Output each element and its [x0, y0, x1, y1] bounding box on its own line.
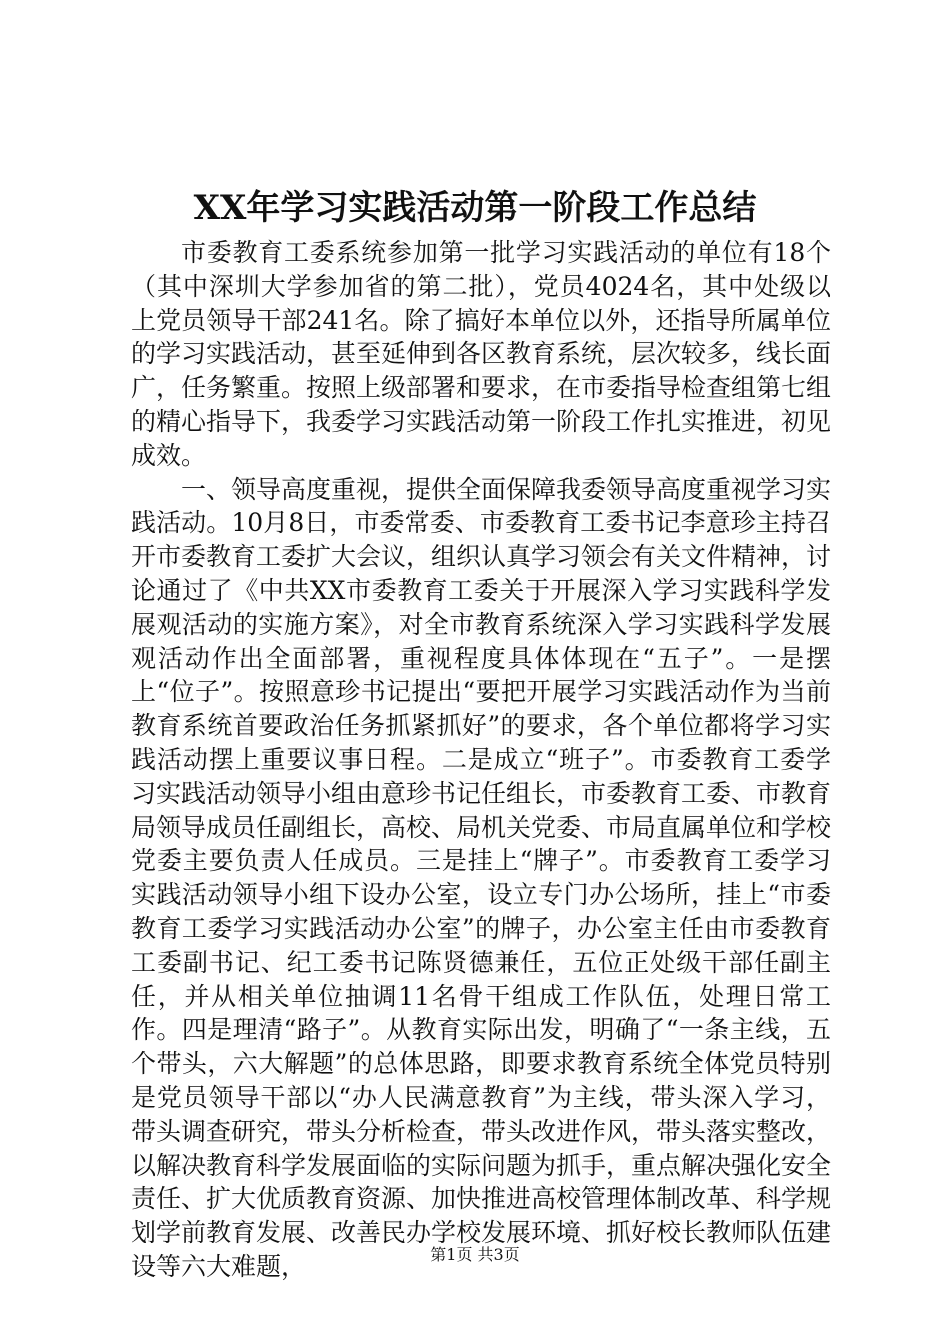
page-footer: 第1页 共3页: [430, 1245, 520, 1264]
document-body: [131, 236, 831, 1284]
paragraph-section-one: 一、领导高度重视，提供全面保障我委领导高度重视学习实践活动。10月8日，市委常委、市委教育工委书记李意珍主持召开市委教育工委扩大会议，组织认真学习领会有关文件精神，讨论通过了《中共XX市委教育工委关于开展深入学习实践科学发展观活动的实施方案》，对全市教育系统深入学习实践科学发展观活动作出全面部署，重视程度具体体现在“五子”。一是摆上“位子”。按照意珍书记提出“要把开展学习实践活动作为当前教育系统首要政治任务抓紧抓好”的要求，各个单位都将学习实践活动摆上重要议事日程。二是成立“班子”。市委教育工委学习实践活动领导小组由意珍书记任组长，市委教育工委、市教育局领导成员任副组长，高校、局机关党委、市局直属单位和学校党委主要负责人任成员。三是挂上“牌子”。市委教育工委学习实践活动领导小组下设办公室，设立专门办公场所，挂上“市委教育工委学习实践活动办公室”的牌子，办公室主任由市委教育工委副书记、纪工委书记陈贤德兼任，五位正处级干部任副主任，并从相关单位抽调11名骨干组成工作队伍，处理日常工作。四是理清“路子”。从教育实际出发，明确了“一条主线，五个带头，六大解题”的总体思路，即要求教育系统全体党员特别是党员领导干部以“办人民满意教育”为主线，带头深入学习，带头调查研究，带头分析检查，带头改进作风，带头落实整改，以解决教育科学发展面临的实际问题为抓手，重点解决强化安全责任、扩大优质教育资源、加快推进高校管理体制改革、科学规划学前教育发展、改善民办学校发展环境、抓好校长教师队伍建设等六大难题，: [131, 474, 832, 1281]
paragraph-intro: 市委教育工委系统参加第一批学习实践活动的单位有18个（其中深圳大学参加省的第二批），党员4024名，其中处级以上党员领导干部241名。除了搞好本单位以外，还指导所属单位的学习实践活动，甚至延伸到各区教育系统，层次较多，线长面广，任务繁重。按照上级部署和要求，在市委指导检查组第七组的精心指导下，我委学习实践活动第一阶段工作扎实推进，初见成效。: [131, 238, 832, 470]
document-title: XX年学习实践活动第一阶段工作总结: [193, 188, 757, 228]
